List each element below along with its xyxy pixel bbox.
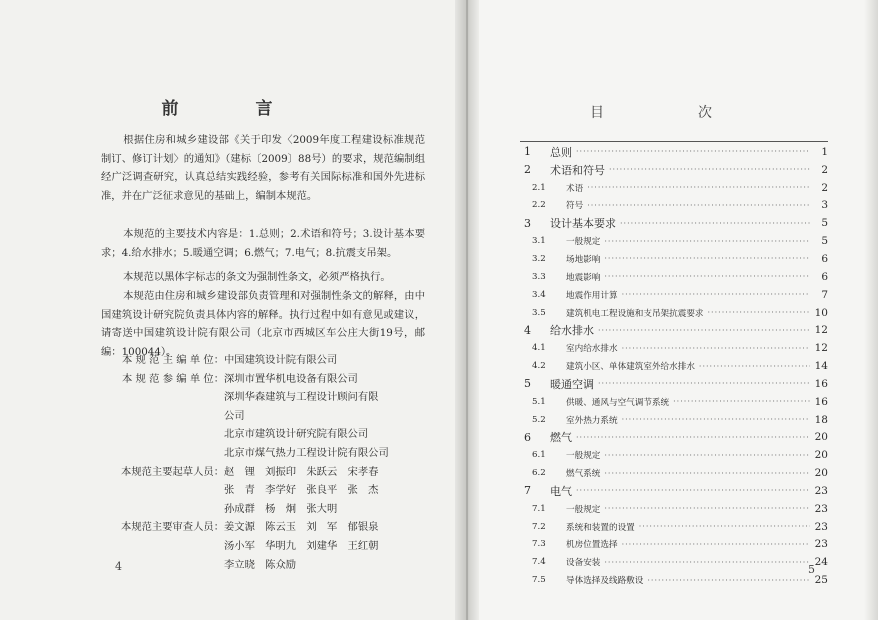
toc-entry-page: 12 — [814, 324, 828, 337]
toc-entry-number: 4.2 — [532, 361, 546, 372]
toc-entry-title: 室内给水排水 — [566, 344, 618, 355]
toc-entry-number: 3.5 — [532, 307, 546, 318]
toc-entry — [520, 429, 828, 447]
toc-leader-dots — [604, 504, 810, 513]
toc-entry-page: 16 — [814, 395, 828, 408]
toc-entry-page: 23 — [814, 538, 828, 551]
credit-value: 张 青 李学好 张良平 张 杰 — [224, 484, 379, 497]
toc-title: 目 次 — [590, 105, 752, 121]
toc-entry-number: 2.2 — [532, 200, 546, 211]
credit-value: 深圳市置华机电设备有限公司 — [224, 372, 358, 385]
toc-entry-page: 16 — [814, 377, 828, 390]
toc-entry-number: 3.1 — [532, 236, 546, 247]
toc-leader-dots — [576, 147, 810, 156]
toc-entry-title: 地震作用计算 — [566, 290, 618, 301]
toc-entry — [520, 232, 828, 250]
toc-entry-number: 3.4 — [532, 289, 546, 300]
toc-entry — [520, 339, 828, 357]
toc-entry — [520, 321, 828, 339]
toc-entry-page: 14 — [814, 360, 828, 373]
toc-entry-number: 4 — [524, 323, 531, 337]
credit-value: 赵 锂 刘振印 朱跃云 宋孝春 — [224, 465, 379, 478]
toc-entry-title: 符号 — [566, 201, 584, 212]
toc-entry-page: 18 — [814, 413, 828, 426]
toc-entry-number: 5 — [524, 377, 531, 391]
toc-leader-dots — [576, 433, 810, 442]
toc-leader-dots — [604, 272, 810, 281]
toc-entry-number: 4.1 — [532, 343, 546, 354]
toc-entry-title: 一般规定 — [566, 504, 601, 515]
toc-entry-page: 5 — [821, 235, 828, 248]
toc-entry — [520, 161, 828, 179]
foreword-paragraph-1: 根据住房和城乡建设部《关于印发〈2009年度工程建设标准规范制订、修订计划〉的通知》（建标〔2009〕88号）的要求，规范编制组经广泛调查研究，认真总结实践经验，参考有关国际标准和国外先进标准，并在广泛征求意见的基础上，编制本规范。 — [101, 134, 425, 202]
toc-entry-number: 2 — [524, 163, 531, 177]
toc-leader-dots — [576, 486, 810, 495]
credit-value: 姜文源 陈云玉 刘 军 郁银泉 — [224, 521, 379, 534]
toc-entry-number: 7.1 — [532, 503, 546, 514]
toc-entry-page: 20 — [814, 449, 828, 462]
foreword-paragraph-4: 本规范由住房和城乡建设部负责管理和对强制性条文的解释，由中国建筑设计研究院负责具体内容的解释。执行过程中如有意见或建议，请寄送中国建筑设计院有限公司（北京市西城区车公庄大街19号，邮编：100044）。 — [101, 290, 425, 358]
toc-entry-page: 6 — [821, 270, 828, 283]
toc-entry-page: 25 — [814, 574, 828, 587]
toc-entry-title: 术语 — [566, 183, 584, 194]
toc-entry-number: 6.2 — [532, 468, 546, 479]
credit-drafters: 本规范主要起草人员： 赵 锂 刘振印 朱跃云 宋孝春 张 青 李学好 张良平 张 杰 孙成群 杨 炯 张大明 — [101, 463, 431, 519]
toc-entry — [520, 304, 828, 322]
toc-entry — [520, 286, 828, 304]
toc-entry — [520, 446, 828, 464]
credit-value: 李立晓 陈众励 — [224, 558, 297, 571]
toc-leader-dots — [620, 219, 810, 228]
toc-leader-dots — [622, 290, 810, 299]
toc-leader-dots — [609, 165, 810, 174]
toc-entry-page: 2 — [821, 163, 828, 176]
toc-leader-dots — [604, 469, 810, 478]
toc-entry-title: 场地影响 — [566, 254, 601, 265]
scan-edge-shadow — [864, 0, 878, 620]
toc-entry — [520, 482, 828, 500]
toc-entry — [520, 553, 828, 571]
credit-value: 北京市建筑设计研究院有限公司 — [224, 428, 369, 441]
toc-leader-dots — [604, 254, 810, 263]
toc-entry-page: 10 — [814, 306, 828, 319]
credit-value: 汤小军 华明九 刘建华 王红朝 — [224, 539, 379, 552]
foreword-paragraph-3: 本规范以黑体字标志的条文为强制性条文，必须严格执行。 — [123, 271, 391, 283]
toc-entry-title: 供暖、通风与空气调节系统 — [566, 397, 670, 408]
toc-entry-title: 系统和装置的设置 — [566, 522, 635, 533]
toc-entry-number: 3.2 — [532, 253, 546, 264]
toc-entry-number: 7.2 — [532, 521, 546, 532]
toc-entry — [520, 250, 828, 268]
toc-leader-dots — [604, 558, 810, 567]
toc-entry-number: 7.4 — [532, 557, 546, 568]
toc-entry-title: 给水排水 — [550, 324, 594, 338]
credit-value: 公司 — [224, 409, 245, 422]
toc-entry-title: 一般规定 — [566, 237, 601, 248]
credit-value: 孙成群 杨 炯 张大明 — [224, 502, 338, 515]
toc-entry — [520, 143, 828, 161]
toc-entry — [520, 357, 828, 375]
toc-entry-title: 建筑机电工程设施和支吊架抗震要求 — [566, 308, 704, 319]
toc-entry — [520, 500, 828, 518]
toc-leader-dots — [673, 397, 810, 406]
credit-value: 中国建筑设计院有限公司 — [224, 354, 338, 366]
toc-entry-title: 建筑小区、单体建筑室外给水排水 — [566, 362, 695, 373]
toc-leader-dots — [587, 201, 810, 210]
toc-entry-page: 20 — [814, 467, 828, 480]
toc-leader-dots — [622, 344, 810, 353]
toc-entry-title: 室外热力系统 — [566, 415, 618, 426]
toc-entry-number: 5.1 — [532, 396, 546, 407]
credit-reviewers: 本规范主要审查人员： 姜文源 陈云玉 刘 军 郁银泉 汤小军 华明九 刘建华 王红朝 李立晓 陈众励 — [101, 518, 431, 574]
credits-block — [101, 351, 431, 574]
toc-entry — [520, 571, 828, 589]
toc-entry-title: 设备安装 — [566, 558, 601, 569]
toc-entry-number: 6 — [524, 430, 531, 444]
toc-entry-title: 总则 — [550, 145, 572, 159]
toc-leader-dots — [699, 362, 810, 371]
toc-entry-page: 24 — [814, 556, 828, 569]
toc-entry-number: 2.1 — [532, 182, 546, 193]
toc-entry — [520, 179, 828, 197]
toc-leader-dots — [604, 451, 810, 460]
toc-entry — [520, 197, 828, 215]
toc-entry — [520, 464, 828, 482]
toc-entry-page: 6 — [821, 252, 828, 265]
toc-entry-number: 5.2 — [532, 414, 546, 425]
toc-leader-dots — [639, 522, 810, 531]
toc-entry-title: 燃气系统 — [566, 469, 601, 480]
toc-entry-number: 7 — [524, 484, 531, 498]
left-page-number: 4 — [115, 560, 122, 573]
toc-entry-title: 电气 — [550, 484, 572, 498]
toc-entry-number: 7.5 — [532, 575, 546, 586]
toc-entry — [520, 536, 828, 554]
toc-entry-page: 23 — [814, 502, 828, 515]
toc-leader-dots — [622, 415, 810, 424]
toc-entry-title: 机房位置选择 — [566, 540, 618, 551]
toc-entry — [520, 518, 828, 536]
toc-entry-page: 5 — [821, 217, 828, 230]
right-page-number: 5 — [808, 563, 815, 576]
toc-entry — [520, 411, 828, 429]
toc-entry — [520, 214, 828, 232]
toc-list — [520, 143, 828, 589]
toc-entry-page: 12 — [814, 342, 828, 355]
toc-entry-title: 设计基本要求 — [550, 217, 616, 231]
toc-entry-page: 23 — [814, 520, 828, 533]
foreword-paragraph-2: 本规范的主要技术内容是：1.总则；2.术语和符号；3.设计基本要求；4.给水排水；5.暖通空调；6.燃气；7.电气；8.抗震支吊架。 — [101, 228, 425, 259]
toc-entry-page: 3 — [821, 199, 828, 212]
toc-entry-number: 7.3 — [532, 539, 546, 550]
credit-participating-units: 本 规 范 参 编 单 位： 深圳市置华机电设备有限公司 深圳华森建筑与工程设计顾问有限 公司 北京市建筑设计研究院有限公司 北京市煤气热力工程设计院有限公司 — [101, 370, 431, 463]
toc-leader-dots — [598, 326, 810, 335]
toc-entry-page: 23 — [814, 484, 828, 497]
credit-value: 北京市煤气热力工程设计院有限公司 — [224, 446, 389, 459]
toc-entry-title: 术语和符号 — [550, 163, 605, 177]
toc-leader-dots — [708, 308, 810, 317]
toc-entry — [520, 393, 828, 411]
toc-entry-number: 6.1 — [532, 450, 546, 461]
toc-top-rule — [520, 141, 828, 142]
toc-entry-number: 3.3 — [532, 271, 546, 282]
toc-leader-dots — [598, 379, 810, 388]
toc-leader-dots — [587, 183, 810, 192]
toc-entry — [520, 268, 828, 286]
toc-entry-number: 3 — [524, 216, 531, 230]
foreword-title: 前 言 — [161, 99, 303, 119]
toc-entry-title: 暖通空调 — [550, 377, 594, 391]
credit-value: 深圳华森建筑与工程设计顾问有限 — [224, 391, 379, 404]
toc-leader-dots — [647, 576, 810, 585]
toc-entry-page: 2 — [821, 181, 828, 194]
toc-entry-title: 燃气 — [550, 431, 572, 445]
toc-entry-number: 1 — [524, 145, 531, 159]
toc-entry-page: 20 — [814, 431, 828, 444]
toc-entry — [520, 375, 828, 393]
toc-leader-dots — [604, 237, 810, 246]
toc-entry-page: 7 — [821, 288, 828, 301]
credit-chief-unit: 本 规 范 主 编 单 位： 中国建筑设计院有限公司 — [101, 351, 431, 370]
toc-entry-page: 1 — [821, 145, 828, 158]
book-spine — [455, 0, 479, 620]
toc-entry-title: 一般规定 — [566, 451, 601, 462]
toc-entry-title: 地震影响 — [566, 272, 601, 283]
toc-leader-dots — [622, 540, 810, 549]
toc-entry-title: 导体选择及线路敷设 — [566, 576, 644, 587]
